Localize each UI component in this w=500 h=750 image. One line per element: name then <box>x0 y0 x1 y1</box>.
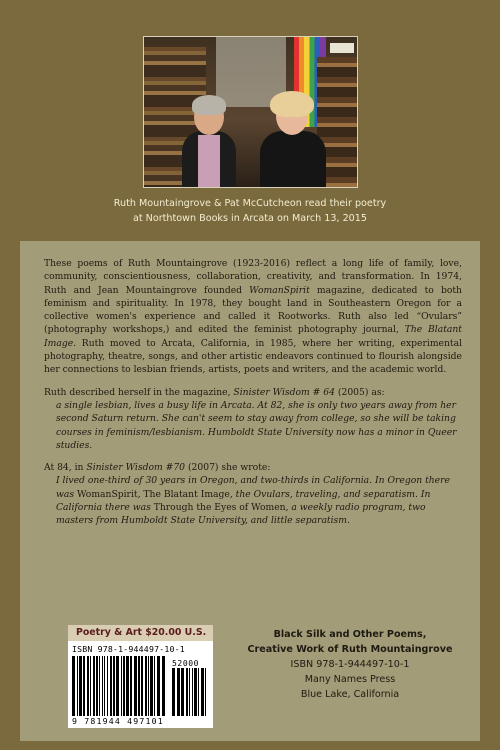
barcode-bar <box>181 668 184 716</box>
barcode-bar <box>150 656 153 716</box>
barcode-number: 9 781944 497101 <box>72 716 164 726</box>
barcode-bar <box>126 656 129 716</box>
barcode-bar <box>90 656 91 716</box>
barcode-bar <box>72 656 75 716</box>
barcode-bar <box>154 656 155 716</box>
barcode-bar <box>148 656 149 716</box>
quote-2005: a single lesbian, lives a busy life in Arcata. At 82, she is only two years away from her second Saturn return. She can't seem to stay away from college, so she will be taking courses in feminism/lesbianism. Humboldt State University now has a minor in Queer studies. <box>56 399 457 451</box>
barcode-bar <box>198 668 199 716</box>
paragraph-2007: At 84, in Sinister Wisdom #70 (2007) she wrote: I lived one-third of 30 years in Oregon, and two-thirds in California. In Oregon there was WomanSpirit, The Blatant Image, the Ovulars, traveling, and separatism. In California there was Through the Eyes of Women, a weekly radio program, two masters from Humboldt State University, and little separatism. <box>44 461 462 527</box>
photo-caption <box>0 196 500 226</box>
barcode-bar <box>96 656 98 716</box>
store-sign <box>330 43 354 53</box>
book-description <box>44 257 462 537</box>
barcode-bar <box>113 656 115 716</box>
barcode-bar <box>172 668 175 716</box>
cover-photo <box>143 36 358 188</box>
barcode-addon-text: 52000 <box>172 659 200 668</box>
barcode-main <box>72 656 168 716</box>
barcode-bar <box>205 668 206 716</box>
book-title-line-2: Creative Work of Ruth Mountaingrove <box>247 644 453 655</box>
barcode-bar <box>93 656 95 716</box>
barcode-bar <box>77 656 78 716</box>
barcode-bar <box>141 656 143 716</box>
barcode-addon <box>172 668 208 716</box>
barcode-bar <box>107 656 108 716</box>
barcode-bar <box>194 668 197 716</box>
barcode-bars <box>72 656 209 716</box>
price-label: Poetry & Art $20.00 U.S. <box>68 625 213 641</box>
barcode-isbn-text: ISBN 978-1-944497-10-1 <box>72 644 185 654</box>
paragraph-self-description: Ruth described herself in the magazine, Sinister Wisdom # 64 (2005) as: a single lesbian, lives a busy life in Arcata. At 82, she is only two years away from her second Saturn return. She can't seem to stay away from college, so she will be taking courses in feminism/lesbianism. Humboldt State University now has a minor in Queer studies. <box>44 386 462 452</box>
barcode-bar <box>177 668 180 716</box>
caption-line-1: Ruth Mountaingrove & Pat McCutcheon read their poetry <box>113 198 387 209</box>
book-title-line-1: Black Silk and Other Poems, <box>273 629 427 640</box>
isbn-barcode <box>68 641 213 728</box>
barcode-bar <box>157 656 160 716</box>
colophon-isbn: ISBN 978-1-944497-10-1 <box>290 659 410 670</box>
barcode-bar <box>123 656 125 716</box>
caption-line-2: at Northtown Books in Arcata on March 13, 2015 <box>132 213 367 224</box>
barcode-bar <box>121 656 122 716</box>
barcode-bar <box>116 656 119 716</box>
person-pat <box>256 97 326 188</box>
barcode-bar <box>192 668 193 716</box>
barcode-bar <box>104 656 105 716</box>
person-ruth <box>180 99 236 188</box>
barcode-bar <box>134 656 137 716</box>
barcode-bar <box>201 668 204 716</box>
quote-2007: I lived one-third of 30 years in Oregon, and two-thirds in California. In Oregon there was WomanSpirit, The Blatant Image, the Ovulars, traveling, and separatism. In California there was Through the Eyes of Women, a weekly radio program, two masters from Humboldt State University, and little separatism. <box>56 475 450 527</box>
text-panel <box>20 241 480 741</box>
barcode-bar <box>102 656 103 716</box>
publisher-name: Many Names Press <box>304 674 396 685</box>
barcode-bar <box>189 668 190 716</box>
barcode-bar <box>145 656 147 716</box>
barcode-bar <box>110 656 112 716</box>
publisher-location: Blue Lake, California <box>300 689 400 700</box>
barcode-bar <box>162 656 165 716</box>
paragraph-intro: These poems of Ruth Mountaingrove (1923-2016) reflect a long life of family, love, community, conscientiousness, collaboration, creativity, and transformation. In 1974, Ruth and Jean Mountaingrove founded WomanSpirit magazine, dedicated to both feminism and spirituality. In 1978, they bought land in Southeastern Oregon for a collective women's experience and called it Rootworks. Ruth also led “Ovulars” (photography workshops,) and edited the feminist photography journal, The Blatant Image. Ruth moved to Arcata, California, in 1985, where her writing, experimental photography, theatre, songs, and other artistic endeavors continued to flourish alongside her connections to lesbian friends, artists, poets and writers, and the academic world. <box>44 258 462 376</box>
barcode-bar <box>186 668 188 716</box>
barcode-bar <box>138 656 140 716</box>
barcode-bar <box>130 656 132 716</box>
barcode-bar <box>83 656 85 716</box>
barcode-bar <box>79 656 82 716</box>
colophon <box>220 627 480 702</box>
barcode-bar <box>87 656 89 716</box>
barcode-bar <box>99 656 100 716</box>
